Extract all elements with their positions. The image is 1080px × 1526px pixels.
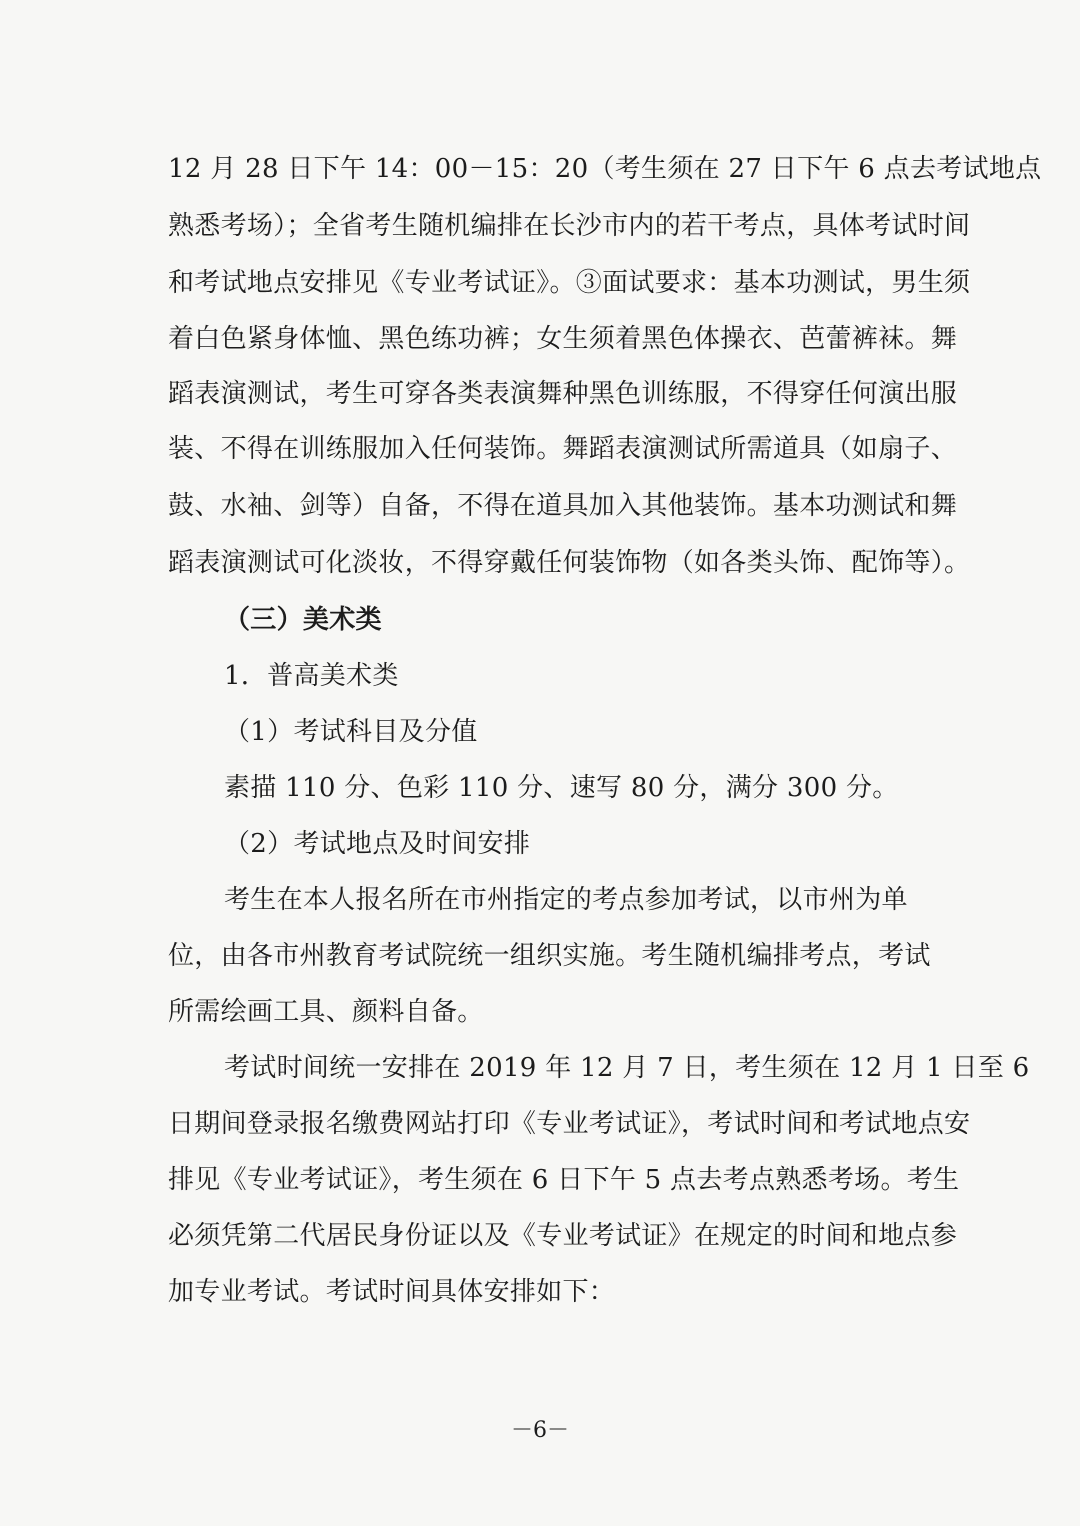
- paragraph2-line-1: 考生在本人报名所在市州指定的考点参加考试，以市州为单: [224, 885, 908, 915]
- paragraph3-line-3: 排见《专业考试证》，考生须在 6 日下午 5 点去考点熟悉考场。考生: [168, 1165, 960, 1195]
- section-heading: （三）美术类: [224, 605, 382, 635]
- paragraph1-line-8: 蹈表演测试可化淡妆，不得穿戴任何装饰物（如各类头饰、配饰等）。: [168, 548, 971, 578]
- page-number: －6－: [511, 1418, 569, 1443]
- paragraph1-line-6: 装、不得在训练服加入任何装饰。舞蹈表演测试所需道具（如扇子、: [168, 434, 958, 464]
- paragraph1-line-3: 和考试地点安排见《专业考试证》。③面试要求：基本功测试，男生须: [168, 268, 971, 298]
- item1-text: 素描 110 分、色彩 110 分、速写 80 分，满分 300 分。: [224, 773, 899, 803]
- paragraph3-line-2: 日期间登录报名缴费网站打印《专业考试证》，考试时间和考试地点安: [168, 1109, 971, 1139]
- paragraph2-line-2: 位，由各市州教育考试院统一组织实施。考生随机编排考点，考试: [168, 941, 931, 971]
- paragraph1-line-4: 着白色紧身体恤、黑色练功裤；女生须着黑色体操衣、芭蕾裤袜。舞: [168, 324, 958, 354]
- paragraph3-line-1: 考试时间统一安排在 2019 年 12 月 7 日，考生须在 12 月 1 日至 6: [224, 1053, 1030, 1083]
- paragraph3-line-4: 必须凭第二代居民身份证以及《专业考试证》在规定的时间和地点参: [168, 1221, 958, 1251]
- paragraph1-line-7: 鼓、水袖、剑等）自备，不得在道具加入其他装饰。基本功测试和舞: [168, 491, 958, 521]
- paragraph3-line-5: 加专业考试。考试时间具体安排如下：: [168, 1277, 616, 1307]
- paragraph1-line-5: 蹈表演测试，考生可穿各类表演舞种黑色训练服，不得穿任何演出服: [168, 379, 958, 409]
- paragraph2-line-3: 所需绘画工具、颜料自备。: [168, 997, 484, 1027]
- item1-heading: （1）考试科目及分值: [224, 717, 478, 747]
- paragraph1-line-1: 12 月 28 日下午 14：00－15：20（考生须在 27 日下午 6 点去考试地点: [168, 154, 1042, 184]
- subsection-heading: 1．普高美术类: [224, 661, 399, 691]
- paragraph1-line-2: 熟悉考场）；全省考生随机编排在长沙市内的若干考点，具体考试时间: [168, 211, 971, 241]
- item2-heading: （2）考试地点及时间安排: [224, 829, 531, 859]
